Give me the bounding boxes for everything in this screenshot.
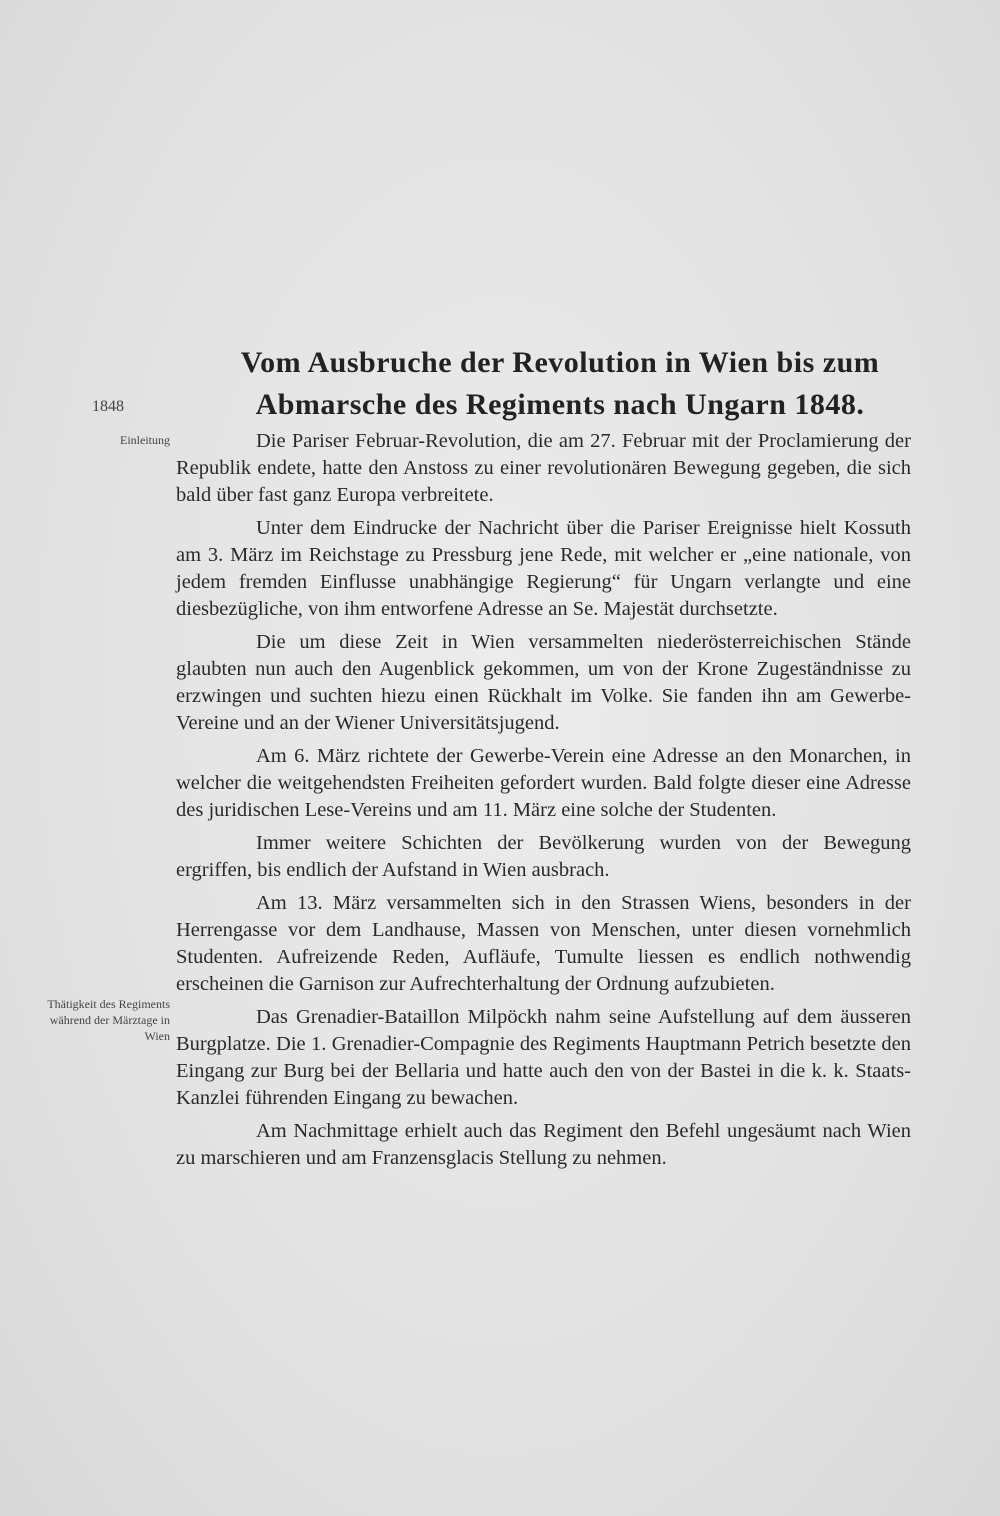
paragraph-7: Das Grenadier-Bataillon Milpöckh nahm seine Aufstellung auf dem äusseren Burgplatze. Die 1. Grenadier-Compagnie des Regiments Hauptmann Petrich besetzte den Eingang zur Burg bei der Bellaria und hatte auch den von der Bastei in die k. k. Staats-Kanzlei führenden Eingang zu bewachen. bbox=[176, 1006, 911, 1109]
paragraph-5: Immer weitere Schichten der Bevölkerung wurden von der Bewegung ergriffen, bis endlich der Aufstand in Wien ausbrach. bbox=[176, 832, 911, 881]
paragraph-1: Die Pariser Februar-Revolution, die am 27. Februar mit der Proclamierung der Republik endete, hatte den Anstoss zu einer revolutionären Bewegung gegeben, die sich bald über fast ganz Europa verbreitete. bbox=[176, 430, 911, 506]
body-text bbox=[176, 428, 911, 1178]
margin-note-regiment-activity: Thätigkeit des Regiments während der Märztage in Wien bbox=[47, 997, 170, 1043]
margin-year: 1848 bbox=[92, 398, 124, 415]
paragraph-6: Am 13. März versammelten sich in den Strassen Wiens, besonders in der Herrengasse vor dem Landhause, Massen von Menschen, unter diesen vornehmlich Studenten. Aufreizende Reden, Aufläufe, Tumulte liessen es endlich nothwendig erscheinen die Garnison zur Aufrechterhaltung der Ordnung aufzubieten. bbox=[176, 892, 911, 995]
paragraph-3: Die um diese Zeit in Wien versammelten niederösterreichischen Stände glaubten nun auch den Augenblick gekommen, um von der Krone Zugeständnisse zu erzwingen und suchten hiezu einen Rückhalt im Volke. Sie fanden ihn am Gewerbe-Vereine und an der Wiener Universitätsjugend. bbox=[176, 631, 911, 734]
chapter-title-line-2: Abmarsche des Regiments nach Ungarn 1848. bbox=[255, 388, 865, 422]
margin-note-introduction: Einleitung bbox=[120, 433, 170, 447]
paragraph-4: Am 6. März richtete der Gewerbe-Verein eine Adresse an den Monarchen, in welcher die weitgehendsten Freiheiten gefordert wurden. Bald folgte dieser eine Adresse des juridischen Lese-Vereins und am 11. März eine solche der Studenten. bbox=[176, 745, 911, 821]
chapter-title-line-1: Vom Ausbruche der Revolution in Wien bis zum bbox=[240, 346, 880, 380]
paragraph-8: Am Nachmittage erhielt auch das Regiment den Befehl ungesäumt nach Wien zu marschieren und am Franzensglacis Stellung zu nehmen. bbox=[176, 1120, 911, 1169]
paragraph-2: Unter dem Eindrucke der Nachricht über die Pariser Ereignisse hielt Kossuth am 3. März im Reichstage zu Pressburg jene Rede, mit welcher er „eine nationale, von jedem fremden Einflusse unabhängige Regierung“ für Ungarn verlangte und eine diesbezügliche, von ihm entworfene Adresse an Se. Majestät durchsetzte. bbox=[176, 517, 911, 620]
chapter-title bbox=[180, 342, 940, 426]
